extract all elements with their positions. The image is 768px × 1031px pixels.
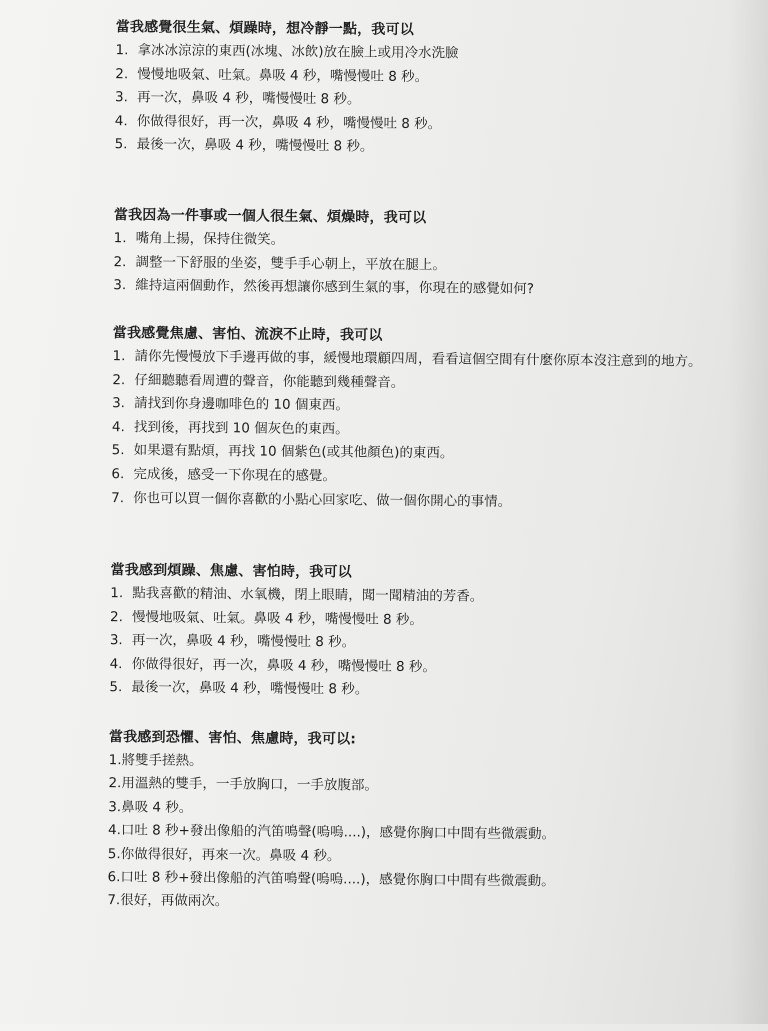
list-item bbox=[107, 890, 707, 919]
section-heading: 當我因為一件事或一個人很生氣、煩燥時，我可以 bbox=[113, 207, 427, 227]
item-text: 請你先慢慢放下手邊再做的事，緩慢地環顧四周，看看這個空間有什麼你原本沒注意到的地方。 bbox=[134, 348, 702, 370]
item-text: 找到後，再找到 10 個灰色的東西。 bbox=[133, 419, 349, 438]
item-text: 將雙手搓熱。 bbox=[121, 752, 203, 769]
list-item bbox=[109, 676, 709, 705]
item-text: 拿冰冰涼涼的東西(冰塊、冰飲)放在臉上或用冷水洗臉 bbox=[137, 42, 459, 62]
section-calm-down bbox=[114, 17, 715, 163]
item-number: 1. bbox=[110, 585, 124, 602]
section-heading: 當我感覺很生氣、煩躁時，想冷靜一點，我可以 bbox=[115, 19, 415, 38]
item-text: 你做得很好，再一次，鼻吸 4 秒，嘴慢慢吐 8 秒。 bbox=[131, 656, 437, 675]
list-item bbox=[114, 133, 714, 162]
item-number: 3. bbox=[112, 395, 126, 412]
item-number: 7. bbox=[107, 892, 121, 909]
item-text: 口吐 8 秒+發出像船的汽笛鳴聲(嗚嗚....)，感覺你胸口中間有些微震動。 bbox=[120, 822, 556, 843]
item-text: 很好，再做兩次。 bbox=[120, 892, 229, 910]
section-fear-breathing bbox=[107, 727, 709, 919]
item-text: 鼻吸 4 秒。 bbox=[121, 799, 193, 816]
step-list bbox=[109, 582, 710, 706]
item-number: 6. bbox=[111, 466, 125, 483]
list-item bbox=[111, 487, 711, 516]
item-text: 仔細聽聽看周遭的聲音，你能聽到幾種聲音。 bbox=[134, 371, 405, 391]
item-number: 6. bbox=[107, 869, 121, 886]
item-text: 你也可以買一個你喜歡的小點心回家吃、做一個你開心的事情。 bbox=[133, 489, 512, 510]
item-number: 1. bbox=[115, 42, 129, 59]
item-number: 3. bbox=[113, 277, 127, 294]
step-list bbox=[113, 227, 714, 304]
item-number: 2. bbox=[110, 608, 124, 625]
item-text: 請找到你身邊咖啡色的 10 個東西。 bbox=[134, 395, 349, 414]
item-number: 2. bbox=[108, 775, 122, 792]
item-number: 5. bbox=[114, 136, 128, 153]
section-angry-at-someone bbox=[113, 205, 714, 304]
item-text: 口吐 8 秒+發出像船的汽笛鳴聲(嗚嗚....)，感覺你胸口中間有些微震動。 bbox=[120, 869, 555, 890]
item-number: 5. bbox=[111, 442, 125, 459]
item-number: 2. bbox=[115, 65, 129, 82]
section-heading: 當我感到煩躁、焦慮、害怕時，我可以 bbox=[110, 562, 353, 581]
item-number: 4. bbox=[109, 655, 123, 672]
item-text: 慢慢地吸氣、吐氣。鼻吸 4 秒，嘴慢慢吐 8 秒。 bbox=[137, 65, 429, 85]
item-text: 你做得很好，再來一次。鼻吸 4 秒。 bbox=[120, 845, 341, 864]
item-text: 慢慢地吸氣、吐氣。鼻吸 4 秒，嘴慢慢吐 8 秒。 bbox=[132, 608, 423, 628]
item-number: 3. bbox=[109, 632, 123, 649]
step-list bbox=[114, 39, 715, 163]
item-number: 7. bbox=[111, 489, 125, 506]
item-number: 2. bbox=[113, 253, 127, 270]
item-text: 最後一次，鼻吸 4 秒，嘴慢慢吐 8 秒。 bbox=[136, 136, 374, 155]
item-text: 你做得很好，再一次，鼻吸 4 秒，嘴慢慢吐 8 秒。 bbox=[136, 113, 442, 133]
list-item bbox=[113, 274, 713, 303]
item-text: 最後一次，鼻吸 4 秒，嘴慢慢吐 8 秒。 bbox=[131, 679, 369, 698]
item-number: 5. bbox=[109, 679, 123, 696]
item-text: 如果還有點煩，再找 10 個紫色(或其他顏色)的東西。 bbox=[133, 442, 454, 462]
item-text: 再一次，鼻吸 4 秒，嘴慢慢吐 8 秒。 bbox=[136, 89, 361, 108]
item-text: 嘴角上揚，保持住微笑。 bbox=[135, 230, 285, 248]
item-number: 1. bbox=[108, 752, 122, 769]
item-text: 再一次，鼻吸 4 秒，嘴慢慢吐 8 秒。 bbox=[131, 632, 356, 651]
item-number: 3. bbox=[108, 798, 122, 816]
section-heading: 當我感覺焦慮、害怕、流淚不止時，我可以 bbox=[112, 325, 383, 344]
item-text: 調整一下舒服的坐姿，雙手手心朝上，平放在腿上。 bbox=[135, 253, 447, 273]
item-number: 4. bbox=[107, 822, 122, 839]
item-number: 4. bbox=[111, 418, 125, 435]
item-number: 2. bbox=[112, 371, 126, 388]
item-text: 維持這兩個動作，然後再想讓你感到生氣的事，你現在的感覺如何? bbox=[135, 277, 534, 298]
item-number: 5. bbox=[107, 845, 121, 862]
section-anxious-crying bbox=[111, 323, 713, 516]
item-text: 點我喜歡的精油、水氧機，閉上眼睛，聞一聞精油的芳香。 bbox=[132, 585, 484, 605]
item-number: 1. bbox=[112, 348, 126, 365]
step-list bbox=[107, 749, 709, 919]
section-heading: 當我感到恐懼、害怕、焦慮時，我可以: bbox=[108, 729, 357, 748]
item-number: 1. bbox=[113, 230, 127, 247]
item-number: 3. bbox=[114, 89, 129, 106]
item-text: 用溫熱的雙手，一手放胸口，一手放腹部。 bbox=[121, 775, 378, 795]
step-list bbox=[111, 345, 713, 516]
item-text: 完成後，感受一下你現在的感覺。 bbox=[133, 466, 337, 485]
section-irritable-anxious bbox=[109, 560, 710, 706]
item-number: 4. bbox=[114, 112, 128, 130]
